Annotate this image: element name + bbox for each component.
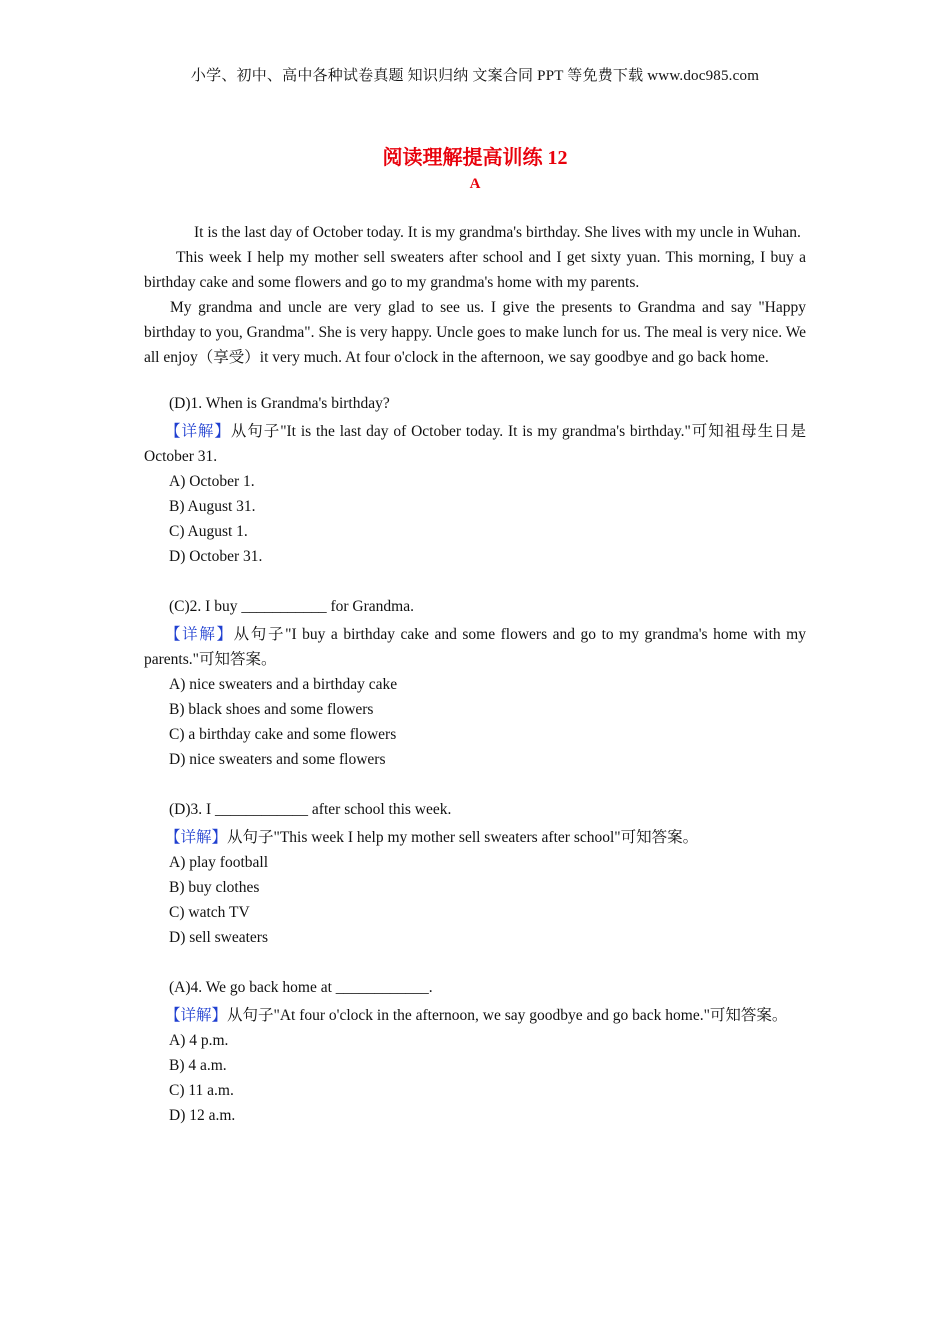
question-1 <box>144 391 806 569</box>
explain-label: 【详解】 <box>165 423 231 440</box>
question-explanation <box>144 1003 806 1028</box>
option-c: C) 11 a.m. <box>169 1082 234 1099</box>
option-c: C) a birthday cake and some flowers <box>169 726 397 743</box>
explain-label: 【详解】 <box>165 1007 228 1024</box>
explanation-text: 从句子"At four o'clock in the afternoon, we say goodbye and go back home."可知答案。 <box>227 1007 788 1024</box>
option-d: D) nice sweaters and some flowers <box>169 751 386 768</box>
option-c: C) August 1. <box>169 523 248 540</box>
explanation-text: 从句子"I buy a birthday cake and some flowers and go to my grandma's home with my parents."可知答案。 <box>144 626 806 668</box>
question-stem: (A)4. We go back home at ____________. <box>169 979 433 996</box>
question-list <box>144 391 806 1128</box>
option-c: C) watch TV <box>169 904 250 921</box>
explanation-text: 从句子"This week I help my mother sell sweaters after school"可知答案。 <box>227 829 699 846</box>
option-d: D) 12 a.m. <box>169 1107 236 1124</box>
option-a: A) play football <box>169 854 269 871</box>
option-b: B) buy clothes <box>169 879 260 896</box>
passage-paragraph-1: It is the last day of October today. It is my grandma's birthday. She lives with my uncle in Wuhan. <box>194 224 801 241</box>
passage-paragraph-2: This week I help my mother sell sweaters after school and I get sixty yuan. This morning, I buy a birthday cake and some flowers and go to my grandma's home with my parents. <box>144 249 806 291</box>
question-4 <box>144 975 806 1128</box>
passage-paragraph-3: My grandma and uncle are very glad to see us. I give the presents to Grandma and say "Happy birthday to you, Grandma". She is very happy. Uncle goes to make lunch for us. The meal is very nice. We all enjoy（享受）it very much. At four o'clock in the afternoon, we say goodbye and go back home. <box>144 299 806 366</box>
option-b: B) August 31. <box>169 498 256 515</box>
question-explanation <box>144 825 806 850</box>
option-d: D) October 31. <box>169 548 263 565</box>
document-body <box>144 220 806 1153</box>
option-list <box>144 469 806 569</box>
page-header: 小学、初中、高中各种试卷真题 知识归纳 文案合同 PPT 等免费下载 www.doc985.com <box>190 68 760 84</box>
explain-label: 【详解】 <box>165 829 228 846</box>
option-b: B) 4 a.m. <box>169 1057 227 1074</box>
option-list <box>144 1028 806 1128</box>
question-stem: (C)2. I buy ___________ for Grandma. <box>169 598 414 615</box>
question-2 <box>144 594 806 772</box>
option-d: D) sell sweaters <box>169 929 268 946</box>
option-b: B) black shoes and some flowers <box>169 701 374 718</box>
question-explanation <box>144 622 806 672</box>
question-stem: (D)3. I ____________ after school this week. <box>169 801 452 818</box>
option-list <box>144 850 806 950</box>
explanation-text: 从句子"It is the last day of October today. It is my grandma's birthday."可知祖母生日是 October 31. <box>144 423 806 465</box>
option-a: A) 4 p.m. <box>169 1032 229 1049</box>
question-3 <box>144 797 806 950</box>
explain-label: 【详解】 <box>165 626 234 643</box>
section-label: A <box>469 176 481 192</box>
question-stem: (D)1. When is Grandma's birthday? <box>169 395 390 412</box>
page-title: 阅读理解提高训练 12 <box>382 147 568 169</box>
question-explanation <box>144 419 806 469</box>
option-a: A) October 1. <box>169 473 255 490</box>
option-list <box>144 672 806 772</box>
option-a: A) nice sweaters and a birthday cake <box>169 676 398 693</box>
